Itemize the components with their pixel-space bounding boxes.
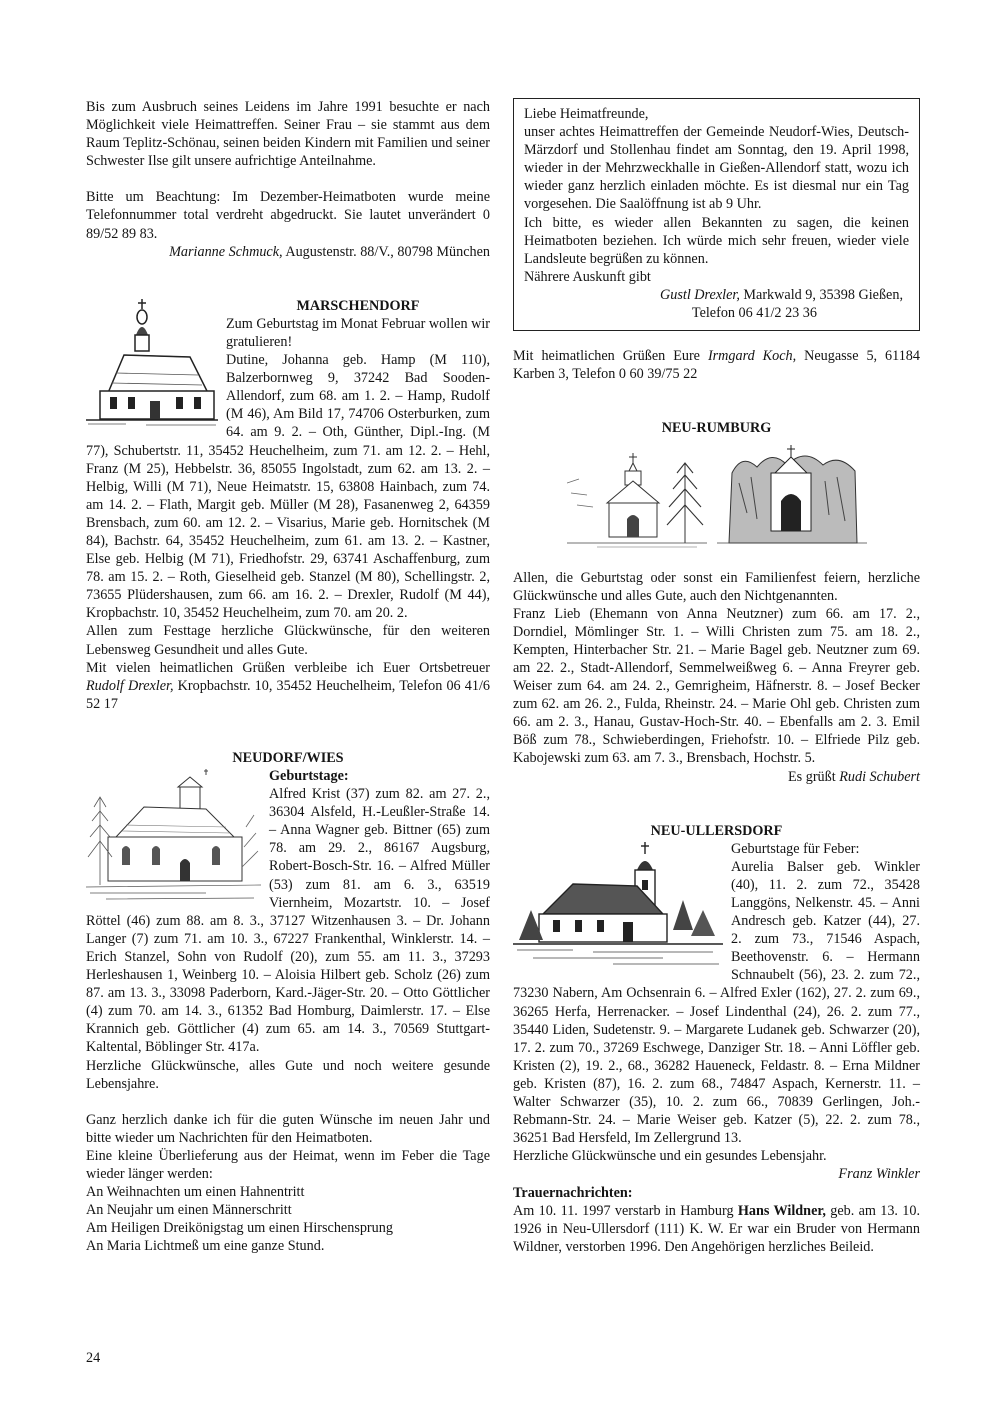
box-signature-name: Gustl Drexler, [660,286,740,303]
koch-name: Irmgard Koch, [707,348,797,365]
left-column [86,98,490,1255]
mourning-notice [513,1202,920,1256]
mourning-notice-lead: Am 10. 11. 1997 verstarb in Hamburg [513,1202,738,1219]
phone-note-paragraph: Bitte um Beachtung: Im Dezember-Heimatboten wurde meine Telefonnummer total verdreht abgedruckt. Sie lautet unverändert 0 89/52 89 83. [86,189,490,242]
box-paragraph-meeting: unser achtes Heimattreffen der Gemeinde Neudorf-Wies, Deutsch-Märzdorf und Stollenhau findet am Sonntag, den 19. April 1998, wieder in der Mehrzweckhalle in Gießen-Allendorf statt, wozu ich wieder ganz herzlich einladen möchte. Es ist diesmal nur ein Tag vorgesehen. Die Saalöffnung ist ab 9 Uhr. [524,124,909,213]
intro-signature-address: Augustenstr. 88/V., 80798 München [282,243,490,260]
marschendorf-birthdays: Dutine, Johanna geb. Hamp (M 110), Balzerbornweg 9, 37242 Bad Sooden-Allendorf, zum 68. am 1. 2. – Hamp, Rudolf (M 46), Am Bild 17, 74706 Osterburken, zum 64. am 9. 2. – Oth, Günther, Dipl.-Ing. (M 77), Schubertstr. 11, 35452 Heuchelheim, zum 71. am 12. 2. – Hehl, Franz (M 25), Hebbelstr. 36, 85055 Ingolstadt, zum 62. am 13. 2. – Helbig, Willi (M 71), Neue Heimatstr. 15, 63808 Hainbach, zum 74. am 14. 2. – Flath, Margit geb. Müller (M 28), Fasanenweg 2, 64359 Brensbach, zum 60. am 12. 2. – Visarius, Marie geb. Hornitschek (M 84), Bachstr. 64, 35452 Heuchelheim, zum 61. am 13. 2. – Kastner, Else geb. Helbig (M 71), Friedhofstr. 29, 63741 Aschaffenburg, zum 78. am 15. 2. – Roth, Gieselheid geb. Stanzel (M 80), Schellingstr. 2, 73655 Plüdershausen, zum 66. am 16. 2. – Drexler, Rudolf (M 44), Kropbachstr. 10, 35452 Heuchelheim, zum 70. am 20. 2. [86,352,490,622]
box-greeting: Liebe Heimatfreunde, [524,106,649,122]
neuullersdorf-title: NEU-ULLERSDORF [650,822,783,839]
intro-paragraph: Bis zum Ausbruch seines Leidens im Jahre 1991 besuchte er nach Möglichkeit viele Heimattreffen. Seiner Frau – sie stammt aus dem Raum Teplitz-Schönau, seinen beiden Kindern mit Familien und seiner Schwester Ilse gilt unsere aufrichtige Anteilnahme. [86,99,490,170]
marschendorf-closing-name: Rudolf Drexler, [86,677,174,694]
marschendorf-church-illustration [86,297,218,427]
neurumburg-birthdays: Franz Lieb (Ehemann von Anna Neutzner) zum 66. am 17. 2., Dorndiel, Mömlinger Str. 1. – Willi Christen zum 75. am 18. 2., Kempten, Hinterbacher Str. 21. – Marie Bagel geb. Neutzner zum 69. am 22. 2., Stadt-Allendorf, Semmelweißweg 6. – Anna Freyrer geb. Weiser zum 64. am 24. 2., Gemrigheim, Häfnerstr. 8. – Josef Becker zum 62. am 26. 2., Fulda, Rheinstr. 24. – Marie Ohl geb. Christen zum 66. am 2. 3., Hanau, Gustav-Hoch-Str. 40. – Ebenfalls am 2. 3. Emil Böß zum 78., Schwieberdingen, Friehofstr. 10. – Elfriede Pilz geb. Kabojewski zum 63. am 7. 3., Brensbach, Hochstr. 5. [513,605,920,767]
mourning-notice-name: Hans Wildner, [737,1202,826,1219]
box-paragraph-info: Nährere Auskunft gibt [524,268,651,285]
neudorf-section [86,749,490,1256]
meeting-invitation-box [513,98,920,331]
neudorf-title: NEUDORF/WIES [232,749,344,766]
neuullersdorf-section [513,822,920,1256]
marschendorf-wishes: Allen zum Festtage herzliche Glückwünsche, für den weiteren Lebensweg Gesundheit und alles Gute. [86,623,490,658]
marschendorf-closing [86,659,490,713]
marschendorf-title: MARSCHENDORF [296,297,420,314]
neudorf-birthdays: Alfred Krist (37) zum 82. am 27. 2., 36304 Alsfeld, H.-Leußler-Straße 14. – Anna Wagner geb. Bittner (65) zum 78. am 29. 2., 86167 Augsburg, Robert-Bosch-Str. 16. – Alfred Müller (53) zum 81. am 6. 3., 63519 Viernheim, Mozartstr. 10. – Josef Röttel (46) zum 88. am 8. 3., 37127 Witzenhausen 3. – Dr. Johann Langer (7) zum 71. am 10. 3., 67227 Frankenthal, Winklerstr. 14. – Erich Stanzel, Sohn von Rudolf (20), zum 55. am 11. 3., 37293 Herleshausen 1, Weinberg 10. – Aloisia Hilbert geb. Scholz (26) zum 87. am 13. 3., 33098 Paderborn, Kard.-Jäger-Str. 20. – Otto Göttlicher (4) zum 70. am 14. 3., 61352 Bad Homburg, Daimlerstr. 17. – Else Krannich geb. Göttlicher (4) zum 65. am 14. 3., 70569 Stuttgart-Kaltental, Böblinger Str. 417a. [86,786,490,1056]
neurumburg-greeting-lead: Es grüßt [787,768,840,785]
neudorf-church-illustration [86,767,261,907]
marschendorf-closing-lead: Mit vielen heimatlichen Grüßen verbleibe ich Euer Ortsbetreuer [86,659,490,676]
neuullersdorf-church-illustration [513,840,723,968]
mourning-title: Trauernachrichten: [513,1184,633,1201]
neuullersdorf-subtitle: Geburtstage für Feber: [731,840,860,857]
box-signature-phone: Telefon 06 41/2 23 36 [691,305,817,322]
neuullersdorf-wishes: Herzliche Glückwünsche und ein gesundes Lebensjahr. [513,1148,827,1165]
neuullersdorf-signature: Franz Winkler [838,1166,920,1183]
right-column [513,98,920,1256]
koch-address: Neugasse 5, 61184 Karben 3, Telefon 0 60 39/75 22 [513,348,920,383]
neudorf-thanks: Ganz herzlich danke ich für die guten Wünsche im neuen Jahr und bitte wieder um Nachrichten für den Heimatboten. [86,1111,490,1146]
box-signature-address: Markwald 9, 35398 Gießen, [739,286,903,303]
koch-greeting [513,347,920,383]
koch-greeting-lead: Mit heimatlichen Grüßen Eure [513,348,708,365]
saying-line: An Weihnachten um einen Hahnentritt [86,1184,305,1201]
neurumburg-section [513,419,920,785]
neurumburg-greeting [513,768,920,786]
neuullersdorf-birthdays: Aurelia Balser geb. Winkler (40), 11. 2. zum 72., 35428 Langgöns, Nelkenstr. 45. – Anni Andresch geb. Katzer (44), 27. 2. zum 73., 71546 Aspach, Beethovenstr. 6. – Hermann Schnaubelt (56), 23. 2. zum 72., 73230 Nabern, Am Ochsenrain 6. – Alfred Exler (162), 27. 2. zum 69., 36265 Herfa, Herrenacker. – Josef Lindenthal (24), 26. 2. zum 77., 35440 Liden, Sudetenstr. 9. – Margarete Ludanek geb. Schwarzer (20), 17. 2. zum 70., 37269 Eschwege, Danziger Str. 18. – Anni Löffler geb. Kristen (2), 19. 2., 68., 36282 Haueneck, Feldastr. 8. – Erna Mildner geb. Kristen (87), 16. 2. zum 68., 74847 Aspach, Kernerstr. 11. – Walter Schwarzer (35), 10. 2. zum 66., 70839 Gerlingen, Joh.-Rebmann-Str. 24. – Marie Weiser geb. Katzer (5), 22. 2. zum 78., 36251 Bad Hersfeld, Im Zellergrund 13. [513,858,920,1147]
neurumburg-title: NEU-RUMBURG [661,420,772,437]
page-number: 24 [86,1350,101,1366]
neudorf-wishes: Herzliche Glückwünsche, alles Gute und noch weitere gesunde Lebensjahre. [86,1057,490,1092]
saying-line: An Maria Lichtmeß um eine ganze Stund. [86,1238,325,1255]
saying-line: Am Heiligen Dreikönigstag um einen Hirschensprung [86,1220,393,1237]
neurumburg-greeting-name: Rudi Schubert [839,768,920,785]
neurumburg-intro: Allen, die Geburtstag oder sonst ein Familienfest feiern, herzliche Glückwünsche und alles Gute, auch den Nichtgenannten. [513,569,920,604]
neurumburg-chapel-illustration [567,443,867,558]
box-paragraph-request: Ich bitte, es wieder allen Bekannten zu sagen, die keinen Heimatboten beziehen. Ich würde mich sehr freuen, wieder viele Landsleute begrüßen zu können. [524,214,909,267]
mourning-notice-rest: geb. am 13. 10. 1926 in Neu-Ullersdorf (111) K. W. Er war ein Bruder von Hermann Wildner, verstorben 1996. Den Angehörigen herzliches Beileid. [513,1202,921,1255]
box-signature [524,286,909,304]
intro-signature-name: Marianne Schmuck, [169,243,283,260]
neudorf-saying-intro: Eine kleine Überlieferung aus der Heimat, wenn im Feber die Tage wieder länger werden: [86,1147,490,1182]
saying-line: An Neujahr um einen Männerschritt [86,1202,292,1219]
marschendorf-lead: Zum Geburtstag im Monat Februar wollen wir gratulieren! [226,315,490,350]
intro-signature [86,243,490,261]
neudorf-subtitle: Geburtstage: [269,768,349,784]
marschendorf-section [86,297,490,713]
marschendorf-closing-address: Kropbachstr. 10, 35452 Heuchelheim, Telefon 06 41/6 52 17 [86,677,490,712]
